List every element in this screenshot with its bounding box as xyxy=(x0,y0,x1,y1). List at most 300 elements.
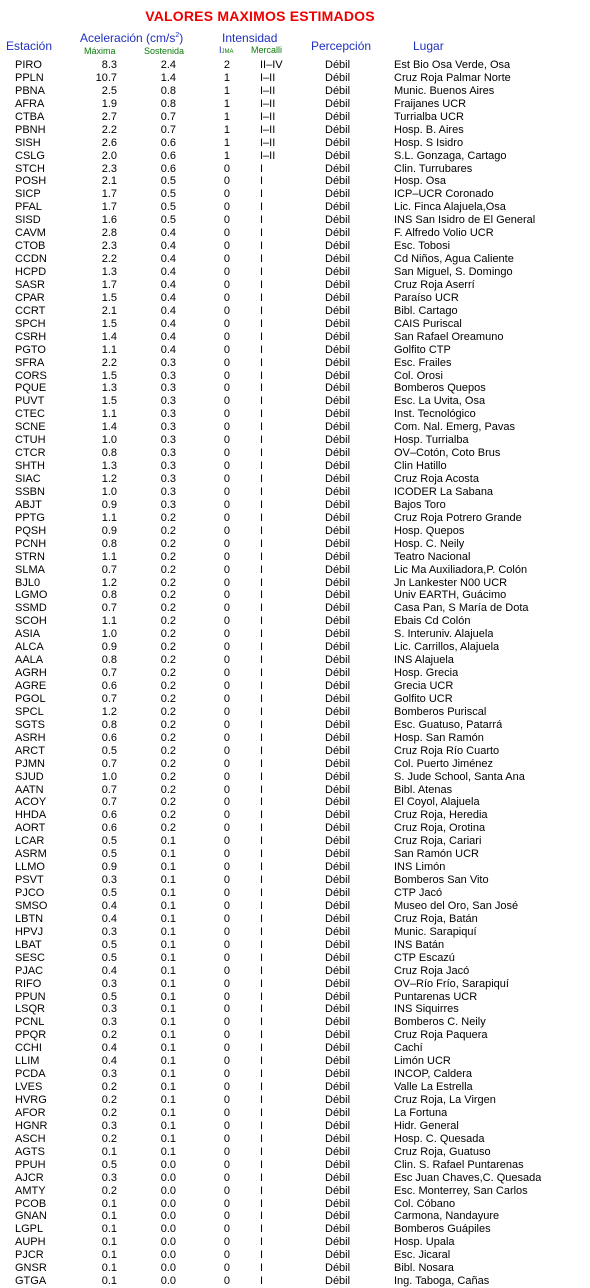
header-aceleracion xyxy=(80,31,183,45)
station-code: AFRA xyxy=(15,97,45,110)
lugar: OV–Cotón, Coto Brus xyxy=(394,447,501,460)
aceleracion-maxima: 0.6 xyxy=(101,822,117,835)
lugar: Fraijanes UCR xyxy=(394,97,467,110)
lugar: S. Interuniv. Alajuela xyxy=(394,628,494,641)
percepcion: Débil xyxy=(325,408,351,421)
aceleracion-sostenida: 0.0 xyxy=(160,1275,176,1288)
header-lugar: Lugar xyxy=(413,39,444,53)
table-row xyxy=(0,1210,590,1223)
percepcion: Débil xyxy=(325,524,351,537)
lugar: ICP–UCR Coronado xyxy=(394,188,494,201)
table-row xyxy=(0,926,590,939)
percepcion: Débil xyxy=(325,1197,351,1210)
percepcion: Débil xyxy=(325,304,351,317)
aceleracion-sostenida: 0.5 xyxy=(160,175,176,188)
intensidad-mercalli: I xyxy=(260,485,264,498)
table-row xyxy=(0,1016,590,1029)
station-code: AGRE xyxy=(15,680,47,692)
station-code: PCNH xyxy=(15,537,47,550)
intensidad-mercalli: I xyxy=(260,692,264,705)
aceleracion-maxima: 0.3 xyxy=(101,1068,117,1081)
lugar: Cruz Roja, La Virgen xyxy=(394,1094,496,1106)
aceleracion-sostenida: 0.1 xyxy=(160,874,176,887)
percepcion: Débil xyxy=(325,809,351,822)
intensidad-mercalli: I xyxy=(260,667,264,680)
table-row xyxy=(0,137,590,150)
aceleracion-sostenida: 0.2 xyxy=(160,550,176,563)
percepcion: Débil xyxy=(325,473,351,485)
aceleracion-sostenida: 0.5 xyxy=(160,188,176,201)
percepcion: Débil xyxy=(325,1184,351,1197)
lugar: Bomberos Quepos xyxy=(394,382,486,395)
intensidad-jma: 0 xyxy=(223,1158,230,1171)
aceleracion-maxima: 1.2 xyxy=(101,705,117,718)
table-row xyxy=(0,538,590,551)
station-code: PJCO xyxy=(15,887,45,899)
intensidad-mercalli: I xyxy=(260,1145,264,1158)
station-code: LBAT xyxy=(15,938,42,951)
intensidad-mercalli: I xyxy=(260,576,264,589)
station-code: ASRM xyxy=(15,848,47,861)
station-table xyxy=(0,59,590,1288)
table-row xyxy=(0,1223,590,1236)
table-row xyxy=(0,473,590,486)
aceleracion-sostenida: 0.4 xyxy=(160,266,176,278)
intensidad-mercalli: I xyxy=(260,188,264,201)
aceleracion-maxima: 0.7 xyxy=(101,667,117,680)
aceleracion-sostenida: 0.2 xyxy=(160,822,176,835)
percepcion: Débil xyxy=(325,744,351,757)
lugar: Cruz Roja Jacó xyxy=(394,964,470,977)
station-code: CSLG xyxy=(15,149,45,162)
aceleracion-maxima: 0.1 xyxy=(101,1197,117,1210)
intensidad-mercalli: I xyxy=(260,641,264,654)
aceleracion-sostenida: 0.5 xyxy=(160,201,176,214)
lugar: Col. Cóbano xyxy=(394,1197,456,1210)
station-code: HHDA xyxy=(15,809,47,822)
table-row xyxy=(0,1042,590,1055)
intensidad-mercalli: I xyxy=(260,1249,264,1262)
aceleracion-maxima: 0.8 xyxy=(101,537,117,550)
lugar: Esc. Guatuso, Patarrá xyxy=(394,718,503,731)
table-row xyxy=(0,628,590,641)
intensidad-mercalli: I xyxy=(260,977,264,990)
intensidad-mercalli: I xyxy=(260,796,264,809)
table-row xyxy=(0,486,590,499)
aceleracion-sostenida: 0.1 xyxy=(160,990,176,1003)
table-row xyxy=(0,227,590,240)
lugar: San Ramón UCR xyxy=(394,848,479,861)
intensidad-jma: 0 xyxy=(223,861,230,874)
intensidad-jma: 0 xyxy=(223,162,230,175)
intensidad-mercalli: I xyxy=(260,964,264,977)
percepcion: Débil xyxy=(325,925,351,938)
intensidad-jma: 0 xyxy=(223,887,230,899)
aceleracion-sostenida: 0.0 xyxy=(160,1236,176,1249)
station-code: HGNR xyxy=(15,1119,48,1132)
percepcion: Débil xyxy=(325,1210,351,1223)
aceleracion-maxima: 0.4 xyxy=(101,899,117,912)
lugar: Esc Juan Chaves,C. Quesada xyxy=(394,1171,542,1184)
intensidad-jma: 1 xyxy=(223,149,230,162)
percepcion: Débil xyxy=(325,1081,351,1094)
table-row xyxy=(0,447,590,460)
intensidad-jma: 0 xyxy=(223,770,230,783)
intensidad-mercalli: I xyxy=(260,460,264,473)
aceleracion-maxima: 1.5 xyxy=(101,395,117,408)
percepcion: Débil xyxy=(325,1236,351,1249)
intensidad-jma: 0 xyxy=(223,1171,230,1184)
table-row xyxy=(0,835,590,848)
aceleracion-maxima: 1.1 xyxy=(101,550,117,563)
aceleracion-sostenida: 0.3 xyxy=(160,356,176,369)
aceleracion-maxima: 0.5 xyxy=(101,951,117,964)
aceleracion-sostenida: 0.0 xyxy=(160,1184,176,1197)
percepcion: Débil xyxy=(325,1275,351,1288)
aceleracion-maxima: 2.2 xyxy=(101,253,117,266)
station-code: CORS xyxy=(15,369,47,382)
aceleracion-sostenida: 0.2 xyxy=(160,511,176,524)
station-code: SPCH xyxy=(15,317,46,330)
intensidad-mercalli: I xyxy=(260,1068,264,1081)
aceleracion-sostenida: 0.4 xyxy=(160,291,176,304)
intensidad-mercalli: I xyxy=(260,925,264,938)
table-row xyxy=(0,85,590,98)
aceleracion-maxima: 0.3 xyxy=(101,1171,117,1184)
lugar: Limón UCR xyxy=(394,1055,451,1068)
intensidad-mercalli: I xyxy=(260,214,264,227)
percepcion: Débil xyxy=(325,253,351,266)
station-code: SMSO xyxy=(15,899,48,912)
lugar: CTP Jacó xyxy=(394,887,443,899)
percepcion: Débil xyxy=(325,602,351,615)
intensidad-mercalli: I xyxy=(260,822,264,835)
lugar: Cruz Roja Potrero Grande xyxy=(394,511,522,524)
lugar: Lic. Finca Alajuela,Osa xyxy=(394,201,506,214)
percepcion: Débil xyxy=(325,977,351,990)
table-row xyxy=(0,991,590,1004)
intensidad-mercalli: I–II xyxy=(260,149,276,162)
aceleracion-maxima: 0.1 xyxy=(101,1236,117,1249)
percepcion: Débil xyxy=(325,1016,351,1029)
table-row xyxy=(0,525,590,538)
lugar: Bajos Toro xyxy=(394,498,446,511)
aceleracion-maxima: 0.8 xyxy=(101,718,117,731)
table-row xyxy=(0,602,590,615)
aceleracion-maxima: 2.3 xyxy=(101,240,117,253)
aceleracion-maxima: 1.1 xyxy=(101,511,117,524)
intensidad-jma: 0 xyxy=(223,1094,230,1106)
percepcion: Débil xyxy=(325,563,351,576)
station-code: SCOH xyxy=(15,615,47,628)
aceleracion-sostenida: 0.1 xyxy=(160,887,176,899)
aceleracion-maxima: 0.4 xyxy=(101,1055,117,1068)
aceleracion-sostenida: 0.1 xyxy=(160,964,176,977)
percepcion: Débil xyxy=(325,434,351,447)
aceleracion-sostenida: 0.2 xyxy=(160,809,176,822)
lugar: Hosp. B. Aires xyxy=(394,123,464,136)
aceleracion-sostenida: 0.2 xyxy=(160,744,176,757)
intensidad-mercalli: I xyxy=(260,912,264,925)
aceleracion-maxima: 0.1 xyxy=(101,1249,117,1262)
intensidad-mercalli: I xyxy=(260,563,264,576)
percepcion: Débil xyxy=(325,1106,351,1119)
table-row xyxy=(0,551,590,564)
intensidad-mercalli: I xyxy=(260,938,264,951)
lugar: Hosp. Grecia xyxy=(394,667,459,680)
aceleracion-sostenida: 0.1 xyxy=(160,912,176,925)
percepcion: Débil xyxy=(325,149,351,162)
table-row xyxy=(0,1275,590,1288)
lugar: INS Siquirres xyxy=(394,1003,459,1016)
lugar: Cruz Roja, Batán xyxy=(394,912,478,925)
table-row xyxy=(0,939,590,952)
header-intensidad: Intensidad xyxy=(222,31,278,45)
intensidad-mercalli: I–II xyxy=(260,97,276,110)
intensidad-jma: 2 xyxy=(223,59,230,71)
intensidad-jma: 1 xyxy=(223,136,230,149)
intensidad-mercalli: I xyxy=(260,1262,264,1275)
aceleracion-sostenida: 0.4 xyxy=(160,227,176,240)
percepcion: Débil xyxy=(325,628,351,641)
aceleracion-maxima: 1.0 xyxy=(101,770,117,783)
percepcion: Débil xyxy=(325,1223,351,1236)
aceleracion-sostenida: 0.4 xyxy=(160,240,176,253)
intensidad-mercalli: I xyxy=(260,744,264,757)
lugar: Cachí xyxy=(394,1042,423,1055)
aceleracion-sostenida: 0.2 xyxy=(160,563,176,576)
intensidad-mercalli: I xyxy=(260,770,264,783)
station-code: PJMN xyxy=(15,757,45,770)
station-code: AJCR xyxy=(15,1171,44,1184)
aceleracion-sostenida: 0.1 xyxy=(160,1042,176,1055)
intensidad-jma: 0 xyxy=(223,1106,230,1119)
table-row xyxy=(0,784,590,797)
station-code: CCRT xyxy=(15,304,46,317)
station-code: PBNH xyxy=(15,123,46,136)
intensidad-jma: 0 xyxy=(223,550,230,563)
intensidad-mercalli: I xyxy=(260,874,264,887)
lugar: Clin. S. Rafael Puntarenas xyxy=(394,1158,524,1171)
aceleracion-maxima: 0.7 xyxy=(101,602,117,615)
table-row xyxy=(0,1107,590,1120)
aceleracion-maxima: 1.5 xyxy=(101,291,117,304)
aceleracion-sostenida: 0.2 xyxy=(160,783,176,796)
intensidad-jma: 0 xyxy=(223,783,230,796)
percepcion: Débil xyxy=(325,887,351,899)
intensidad-mercalli: I xyxy=(260,201,264,214)
lugar: Ebais Cd Colón xyxy=(394,615,471,628)
lugar: Bomberos C. Neily xyxy=(394,1016,486,1029)
table-row xyxy=(0,978,590,991)
table-row xyxy=(0,72,590,85)
header-ijma xyxy=(219,45,234,55)
station-code: SISD xyxy=(15,214,41,227)
intensidad-mercalli: I xyxy=(260,615,264,628)
lugar: Golfito UCR xyxy=(394,692,453,705)
aceleracion-sostenida: 0.2 xyxy=(160,680,176,692)
intensidad-jma: 0 xyxy=(223,718,230,731)
lugar: Valle La Estrella xyxy=(394,1081,473,1094)
aceleracion-maxima: 0.3 xyxy=(101,1016,117,1029)
intensidad-jma: 0 xyxy=(223,1042,230,1055)
aceleracion-maxima: 0.2 xyxy=(101,1184,117,1197)
intensidad-jma: 0 xyxy=(223,1029,230,1042)
intensidad-mercalli: I xyxy=(260,498,264,511)
table-row xyxy=(0,758,590,771)
header-estacion: Estación xyxy=(6,39,53,53)
intensidad-jma: 0 xyxy=(223,447,230,460)
table-row xyxy=(0,124,590,137)
aceleracion-maxima: 0.2 xyxy=(101,1094,117,1106)
aceleracion-maxima: 2.8 xyxy=(101,227,117,240)
table-row xyxy=(0,150,590,163)
percepcion: Débil xyxy=(325,1029,351,1042)
intensidad-mercalli: I xyxy=(260,628,264,641)
intensidad-mercalli: I xyxy=(260,1275,264,1288)
intensidad-mercalli: I xyxy=(260,175,264,188)
intensidad-mercalli: I–II xyxy=(260,71,276,84)
intensidad-jma: 0 xyxy=(223,1197,230,1210)
aceleracion-sostenida: 0.0 xyxy=(160,1171,176,1184)
aceleracion-maxima: 0.5 xyxy=(101,835,117,848)
table-row xyxy=(0,589,590,602)
lugar: Hosp. Osa xyxy=(394,175,446,188)
lugar: Esc. La Uvita, Osa xyxy=(394,395,486,408)
aceleracion-sostenida: 0.8 xyxy=(160,97,176,110)
station-code: CPAR xyxy=(15,291,45,304)
aceleracion-sostenida: 0.6 xyxy=(160,136,176,149)
percepcion: Débil xyxy=(325,59,351,71)
aceleracion-sostenida: 0.2 xyxy=(160,667,176,680)
aceleracion-sostenida: 0.2 xyxy=(160,654,176,667)
intensidad-jma: 0 xyxy=(223,938,230,951)
lugar: Cruz Roja Paquera xyxy=(394,1029,488,1042)
header-sostenida: Sostenida xyxy=(144,46,185,56)
table-row xyxy=(0,809,590,822)
station-code: HPVJ xyxy=(15,925,44,938)
table-row xyxy=(0,1003,590,1016)
aceleracion-maxima: 1.1 xyxy=(101,343,117,356)
lugar: Esc. Jicaral xyxy=(394,1249,451,1262)
intensidad-jma: 0 xyxy=(223,485,230,498)
station-code: PGTO xyxy=(15,343,46,356)
station-code: ALCA xyxy=(15,641,44,654)
intensidad-jma: 1 xyxy=(223,97,230,110)
lugar: Univ EARTH, Guácimo xyxy=(394,589,507,602)
table-row xyxy=(0,1236,590,1249)
table-row xyxy=(0,1120,590,1133)
aceleracion-maxima: 2.1 xyxy=(101,175,117,188)
station-code: CAVM xyxy=(15,227,46,240)
table-row xyxy=(0,253,590,266)
percepcion: Débil xyxy=(325,1119,351,1132)
percepcion: Débil xyxy=(325,899,351,912)
percepcion: Débil xyxy=(325,278,351,291)
lugar: Cruz Roja, Heredia xyxy=(394,809,488,822)
intensidad-mercalli: I xyxy=(260,602,264,615)
lugar: Grecia UCR xyxy=(394,680,454,692)
intensidad-jma: 0 xyxy=(223,899,230,912)
percepcion: Débil xyxy=(325,822,351,835)
intensidad-mercalli: I xyxy=(260,1055,264,1068)
aceleracion-sostenida: 0.4 xyxy=(160,253,176,266)
intensidad-mercalli: I xyxy=(260,253,264,266)
table-row xyxy=(0,292,590,305)
table-row xyxy=(0,577,590,590)
intensidad-mercalli: I xyxy=(260,654,264,667)
aceleracion-maxima: 0.7 xyxy=(101,783,117,796)
aceleracion-sostenida: 0.1 xyxy=(160,1081,176,1094)
aceleracion-sostenida: 0.1 xyxy=(160,977,176,990)
aceleracion-maxima: 0.3 xyxy=(101,977,117,990)
intensidad-mercalli: I xyxy=(260,1119,264,1132)
lugar: Esc. Frailes xyxy=(394,356,452,369)
aceleracion-maxima: 1.1 xyxy=(101,615,117,628)
percepcion: Débil xyxy=(325,201,351,214)
intensidad-mercalli: I xyxy=(260,1081,264,1094)
intensidad-mercalli: I xyxy=(260,809,264,822)
table-row xyxy=(0,1249,590,1262)
percepcion: Débil xyxy=(325,498,351,511)
header-percepcion: Percepción xyxy=(311,39,372,53)
aceleracion-sostenida: 0.3 xyxy=(160,460,176,473)
lugar: Cruz Roja, Guatuso xyxy=(394,1145,491,1158)
intensidad-jma: 0 xyxy=(223,1068,230,1081)
station-code: GTGA xyxy=(15,1275,47,1288)
aceleracion-sostenida: 0.7 xyxy=(160,123,176,136)
intensidad-jma: 0 xyxy=(223,1081,230,1094)
station-code: AATN xyxy=(15,783,44,796)
lugar: Cruz Roja Río Cuarto xyxy=(394,744,500,757)
intensidad-mercalli: I xyxy=(260,783,264,796)
percepcion: Débil xyxy=(325,227,351,240)
table-row xyxy=(0,706,590,719)
intensidad-mercalli: I xyxy=(260,227,264,240)
aceleracion-maxima: 0.1 xyxy=(101,1210,117,1223)
lugar: La Fortuna xyxy=(394,1106,448,1119)
percepcion: Débil xyxy=(325,382,351,395)
intensidad-jma: 0 xyxy=(223,227,230,240)
aceleracion-sostenida: 0.1 xyxy=(160,951,176,964)
aceleracion-maxima: 0.9 xyxy=(101,524,117,537)
header-ijma-i: I xyxy=(219,45,222,55)
intensidad-mercalli: I xyxy=(260,835,264,848)
aceleracion-maxima: 0.4 xyxy=(101,1042,117,1055)
percepcion: Débil xyxy=(325,214,351,227)
aceleracion-sostenida: 0.3 xyxy=(160,434,176,447)
lugar: S. Jude School, Santa Ana xyxy=(394,770,525,783)
aceleracion-maxima: 1.0 xyxy=(101,485,117,498)
intensidad-jma: 0 xyxy=(223,809,230,822)
lugar: Hosp. Upala xyxy=(394,1236,455,1249)
intensidad-jma: 0 xyxy=(223,266,230,278)
station-code: PFAL xyxy=(15,201,42,214)
lugar: INS Batán xyxy=(394,938,445,951)
intensidad-jma: 0 xyxy=(223,175,230,188)
table-row xyxy=(0,175,590,188)
station-code: PPLN xyxy=(15,71,44,84)
table-row xyxy=(0,952,590,965)
station-code: PSVT xyxy=(15,874,44,887)
percepcion: Débil xyxy=(325,718,351,731)
station-code: LSQR xyxy=(15,1003,45,1016)
station-code: RIFO xyxy=(15,977,42,990)
lugar: Hosp. C. Quesada xyxy=(394,1132,485,1145)
station-code: AUPH xyxy=(15,1236,46,1249)
table-row xyxy=(0,370,590,383)
lugar: Lic. Carrillos, Alajuela xyxy=(394,641,500,654)
